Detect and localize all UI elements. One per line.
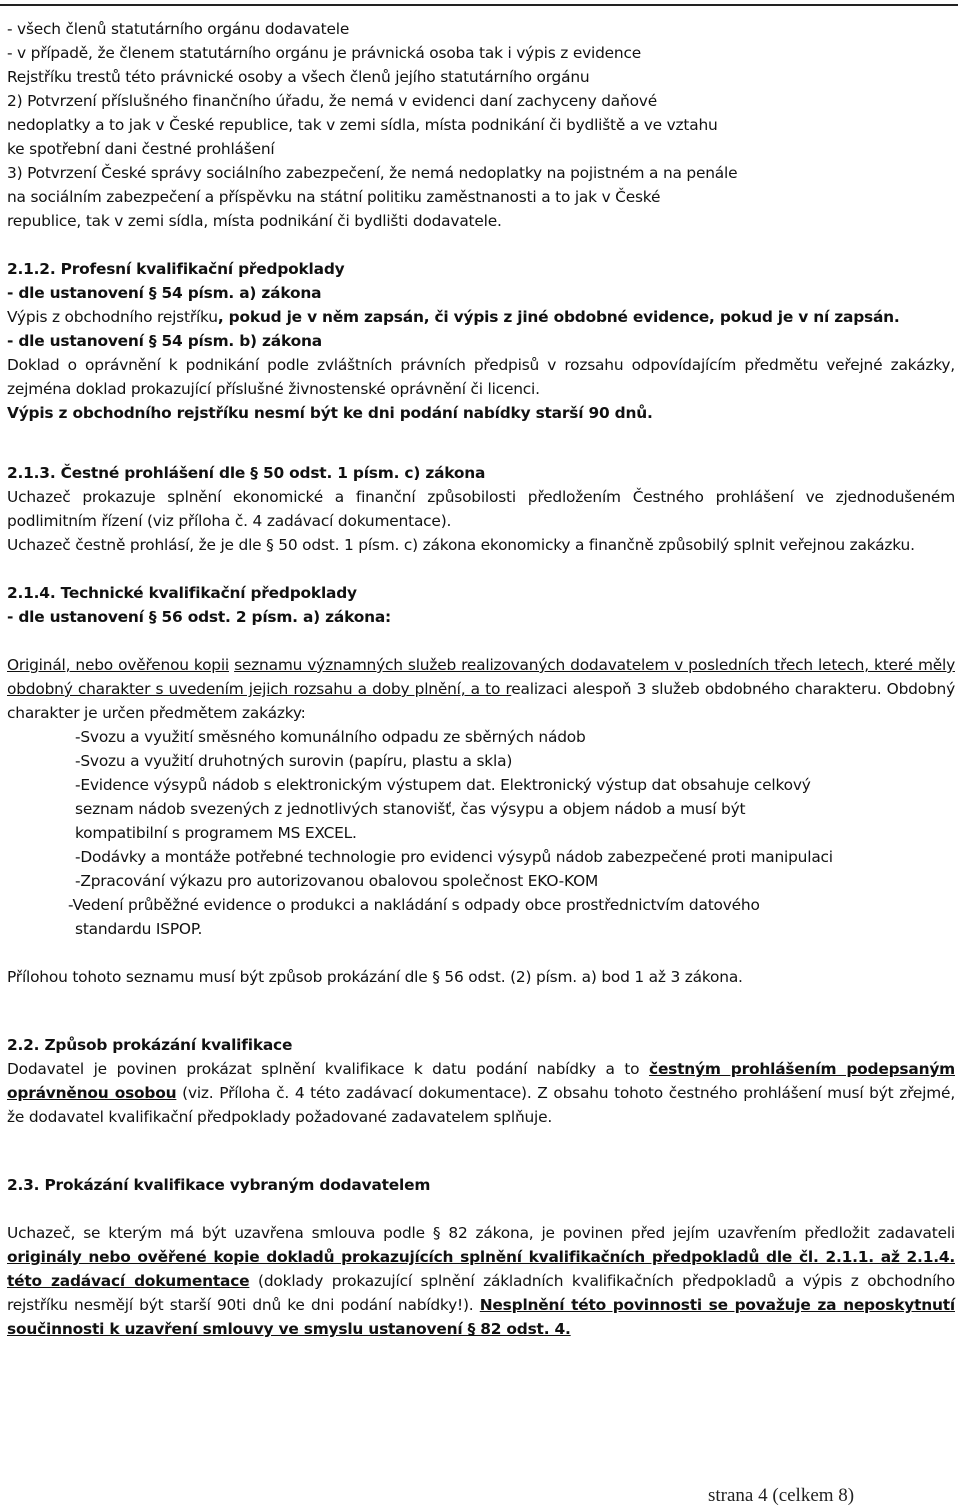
- intro-line: 3) Potvrzení České správy sociálního zabezpečení, že nemá nedoplatky na pojistném a na penále: [7, 164, 738, 182]
- paragraph-54a: [7, 305, 955, 329]
- section-heading-2-1-4: 2.1.4. Technické kvalifikační předpoklady: [7, 584, 357, 602]
- paragraph-2-1-3-b: Uchazeč čestně prohlásí, že je dle § 50 odst. 1 písm. c) zákona ekonomicky a finančně způsobilý splnit veřejnou zakázku.: [7, 536, 915, 554]
- subheading-54a: - dle ustanovení § 54 písm. a) zákona: [7, 284, 322, 302]
- text-fragment: (viz. Příloha č. 4 této zadávací dokumentace). Z obsahu tohoto čestného prohlášení musí být zřejmé, že dodavatel kvalifikační předpoklady požadované zadavatelem splňuje.: [7, 1084, 956, 1126]
- text-fragment: seznamu významných služeb realizovaných dodavatelem v posledních třech letech, které měly obdobný charakter s uvedením jejich rozsahu a doby plnění, a to r: [7, 656, 955, 698]
- list-item: -Svozu a využití druhotných surovin (papíru, plastu a skla): [75, 752, 513, 770]
- subheading-56: - dle ustanovení § 56 odst. 2 písm. a) zákona:: [7, 608, 392, 626]
- paragraph-2-1-4-intro: [7, 653, 955, 725]
- list-item: -Vedení průběžné evidence o produkci a nakládání s odpady obce prostřednictvím datového: [68, 896, 760, 914]
- intro-line: 2) Potvrzení příslušného finančního úřadu, že nemá v evidenci daní zachyceny daňové: [7, 92, 657, 110]
- paragraph-2-3: [7, 1221, 955, 1341]
- paragraph-54b: Doklad o oprávnění k podnikání podle zvláštních právních předpisů v rozsahu odpovídajícím předmětu veřejné zakázky, zejména doklad prokazující příslušné živnostenské oprávnění či licenci.: [7, 356, 955, 398]
- text-fragment: , pokud je v něm zapsán, či výpis z jiné obdobné evidence, pokud je v ní zapsán.: [217, 308, 900, 326]
- subheading-54b: - dle ustanovení § 54 písm. b) zákona: [7, 332, 322, 350]
- list-item-continuation: seznam nádob svezených z jednotlivých stanovišť, čas výsypu a objem nádob a musí být: [75, 800, 746, 818]
- text-fragment: (doklady prokazující splnění základních kvalifikačních předpokladů a výpis z obchodního rejstříku nesmějí být starší 90ti dnů ke dni podání nabídky!).: [7, 1272, 955, 1314]
- text-fragment: Dodavatel je povinen prokázat splnění kvalifikace k datu podání nabídky a to: [7, 1060, 650, 1078]
- intro-line: nedoplatky a to jak v České republice, tak v zemi sídla, místa podnikání či bydliště a ve vztahu: [7, 116, 718, 134]
- list-item: -Evidence výsypů nádob s elektronickým výstupem dat. Elektronický výstup dat obsahuje celkový: [75, 776, 811, 794]
- text-fragment: ealizaci alespoň 3 služeb obdobného charakteru. Obdobný charakter je určen předmětem zakázky:: [7, 680, 955, 722]
- paragraph-2-2: [7, 1057, 955, 1129]
- list-item-continuation: standardu ISPOP.: [75, 920, 203, 938]
- list-item: -Dodávky a montáže potřebné technologie pro evidenci výsypů nádob zabezpečené proti manipulaci: [75, 848, 833, 866]
- list-item: -Zpracování výkazu pro autorizovanou obalovou společnost EKO-KOM: [75, 872, 599, 890]
- text-fragment: Uchazeč, se kterým má být uzavřena smlouva podle § 82 zákona, je povinen před jejím uzavřením předložit zadavateli: [7, 1224, 955, 1242]
- intro-line: ke spotřební dani čestné prohlášení: [7, 140, 275, 158]
- list-item-continuation: kompatibilní s programem MS EXCEL.: [75, 824, 357, 842]
- intro-line: - v případě, že členem statutárního orgánu je právnická osoba tak i výpis z evidence: [7, 44, 641, 62]
- text-fragment: Výpis z obchodního rejstříku: [7, 308, 218, 326]
- section-heading-2-1-2: 2.1.2. Profesní kvalifikační předpoklady: [7, 260, 345, 278]
- section-heading-2-1-3: 2.1.3. Čestné prohlášení dle § 50 odst. 1 písm. c) zákona: [7, 464, 486, 482]
- text-fragment: čestným prohlášením podepsaným oprávněnou osobou: [7, 1060, 955, 1102]
- text-fragment: Originál, nebo ověřenou kopii: [7, 656, 230, 674]
- intro-line: na sociálním zabezpečení a příspěvku na státní politiku zaměstnanosti a to jak v České: [7, 188, 661, 206]
- page-number: strana 4 (celkem 8): [708, 1485, 855, 1506]
- section-heading-2-3: 2.3. Prokázání kvalifikace vybraným dodavatelem: [7, 1176, 431, 1194]
- note-bold: Výpis z obchodního rejstříku nesmí být ke dni podání nabídky starší 90 dnů.: [7, 404, 653, 422]
- intro-line: Rejstříku trestů této právnické osoby a všech členů jejího statutárního orgánu: [7, 68, 590, 86]
- top-rule: [0, 4, 958, 6]
- text-fragment: originály nebo ověřené kopie dokladů prokazujících splnění kvalifikačních předpokladů dle čl. 2.1.1. až 2.1.4. této zadávací dokumentace: [7, 1248, 955, 1290]
- document-body: [7, 17, 955, 1341]
- intro-line: - všech členů statutárního orgánu dodavatele: [7, 20, 350, 38]
- paragraph-2-1-4-closing: Přílohou tohoto seznamu musí být způsob prokázání dle § 56 odst. (2) písm. a) bod 1 až 3 zákona.: [7, 968, 743, 986]
- section-heading-2-2: 2.2. Způsob prokázání kvalifikace: [7, 1036, 293, 1054]
- paragraph-2-1-3-a: Uchazeč prokazuje splnění ekonomické a finanční způsobilosti předložením Čestného prohlášení ve zjednodušeném podlimitním řízení (viz příloha č. 4 zadávací dokumentace).: [7, 488, 955, 530]
- intro-line: republice, tak v zemi sídla, místa podnikání či bydlišti dodavatele.: [7, 212, 502, 230]
- text-fragment: Nesplnění této povinnosti se považuje za neposkytnutí součinnosti k uzavření smlouvy ve smyslu ustanovení § 82 odst. 4.: [7, 1296, 955, 1338]
- list-item: -Svozu a využití směsného komunálního odpadu ze sběrných nádob: [75, 728, 586, 746]
